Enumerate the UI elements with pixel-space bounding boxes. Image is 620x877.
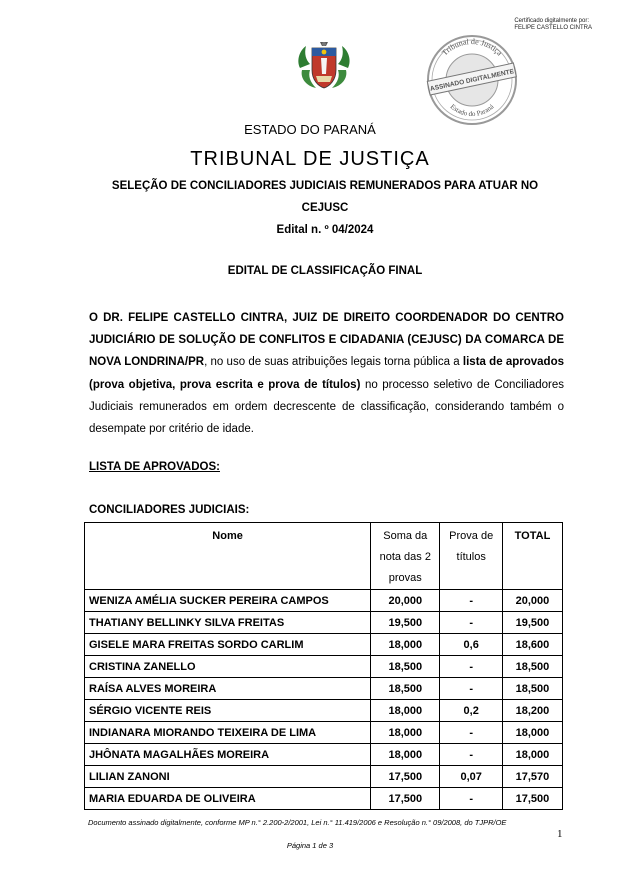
- table-row: [85, 656, 563, 678]
- selection-title-line-2: CEJUSC: [301, 202, 349, 214]
- table-row: [85, 590, 563, 612]
- cell-nome: RAÍSA ALVES MOREIRA: [85, 678, 371, 700]
- cell-total: 19,500: [502, 612, 562, 634]
- seal-ring-top: Tribunal de Justiça: [440, 36, 504, 58]
- cell-nome: JHÔNATA MAGALHÃES MOREIRA: [85, 744, 371, 766]
- table-row: [85, 744, 563, 766]
- edital-number: Edital n. º 04/2024: [276, 224, 374, 236]
- classification-title: EDITAL DE CLASSIFICAÇÃO FINAL: [227, 265, 423, 277]
- table-row: [85, 766, 563, 788]
- cell-soma: 18,000: [371, 744, 440, 766]
- cell-total: 18,500: [502, 678, 562, 700]
- cell-total: 18,000: [502, 744, 562, 766]
- cell-total: 17,570: [502, 766, 562, 788]
- cell-total: 17,500: [502, 788, 562, 810]
- cell-total: 18,000: [502, 722, 562, 744]
- cell-nome: CRISTINA ZANELLO: [85, 656, 371, 678]
- table-row: [85, 612, 563, 634]
- intro-bold-list: lista de aprovados (prova objetiva, prova escrita e prova de títulos): [89, 356, 564, 391]
- cell-prova: 0,07: [440, 766, 502, 788]
- cell-soma: 20,000: [371, 590, 440, 612]
- cell-soma: 18,500: [371, 678, 440, 700]
- state-name: ESTADO DO PARANÁ: [244, 122, 376, 137]
- court-name: TRIBUNAL DE JUSTIÇA: [190, 148, 430, 170]
- header-nome: Nome: [85, 523, 371, 590]
- intro-paragraph: [89, 307, 564, 440]
- cell-prova: -: [440, 678, 502, 700]
- cell-prova: -: [440, 590, 502, 612]
- cell-prova: 0,6: [440, 634, 502, 656]
- cell-total: 18,200: [502, 700, 562, 722]
- table-body: [85, 590, 563, 810]
- cell-nome: INDIANARA MIORANDO TEIXEIRA DE LIMA: [85, 722, 371, 744]
- header-soma: Soma da nota das 2 provas: [371, 523, 440, 590]
- cell-nome: SÉRGIO VICENTE REIS: [85, 700, 371, 722]
- table-row: [85, 700, 563, 722]
- cell-nome: WENIZA AMÉLIA SUCKER PEREIRA CAMPOS: [85, 590, 371, 612]
- cell-nome: MARIA EDUARDA DE OLIVEIRA: [85, 788, 371, 810]
- intro-bold-judge: O DR. FELIPE CASTELLO CINTRA, JUIZ DE DIREITO COORDENADOR DO CENTRO JUDICIÁRIO DE SOLUÇÃO DE CONFLITOS E CIDADANIA (CEJUSC) DA COMARCA DE NOVA LONDRINA/PR: [89, 312, 564, 369]
- cell-soma: 19,500: [371, 612, 440, 634]
- cell-total: 18,500: [502, 656, 562, 678]
- table-row: [85, 722, 563, 744]
- selection-title-line-1: SELEÇÃO DE CONCILIADORES JUDICIAIS REMUNERADOS PARA ATUAR NO: [111, 180, 539, 192]
- cell-nome: GISELE MARA FREITAS SORDO CARLIM: [85, 634, 371, 656]
- table-row: [85, 788, 563, 810]
- cell-nome: LILIAN ZANONI: [85, 766, 371, 788]
- cell-soma: 18,000: [371, 722, 440, 744]
- certificate-line-1: Certificado digitalmente por:: [514, 18, 590, 24]
- parana-coat-of-arms-icon: [294, 40, 354, 92]
- cell-prova: -: [440, 612, 502, 634]
- cell-prova: 0,2: [440, 700, 502, 722]
- table-row: [85, 678, 563, 700]
- certificate-signer: FELIPE CASTELLO CINTRA: [514, 25, 592, 31]
- intro-text-1: , no uso de suas atribuições legais torna pública a: [204, 356, 463, 369]
- seal-band: ASSINADO DIGITALMENTE: [429, 68, 515, 93]
- page-number: 1: [557, 828, 563, 840]
- cell-total: 20,000: [502, 590, 562, 612]
- cell-prova: -: [440, 788, 502, 810]
- conciliators-heading: CONCILIADORES JUDICIAIS:: [89, 504, 250, 516]
- cell-soma: 18,000: [371, 700, 440, 722]
- intro-text-2: no processo seletivo de Conciliadores Judiciais remunerados em ordem decrescente de classificação, considerando também o desempate por critério de idade.: [89, 378, 564, 436]
- seal-ring-bottom: Estado do Paraná: [448, 102, 496, 119]
- cell-prova: -: [440, 656, 502, 678]
- cell-total: 18,600: [502, 634, 562, 656]
- cell-soma: 18,000: [371, 634, 440, 656]
- cell-nome: THATIANY BELLINKY SILVA FREITAS: [85, 612, 371, 634]
- cell-prova: -: [440, 744, 502, 766]
- approved-list-heading: LISTA DE APROVADOS:: [89, 461, 220, 473]
- cell-soma: 17,500: [371, 788, 440, 810]
- page-indicator: Página 1 de 3: [286, 841, 334, 850]
- footer-disclaimer: Documento assinado digitalmente, conforme MP n.° 2.200-2/2001, Lei n.° 11.419/2006 e Resolução n.° 09/2008, do TJPR/OE: [88, 818, 507, 827]
- cell-prova: -: [440, 722, 502, 744]
- table-row: [85, 634, 563, 656]
- cell-soma: 18,500: [371, 656, 440, 678]
- digital-signature-seal-icon: [418, 26, 526, 134]
- header-total: TOTAL: [502, 523, 562, 590]
- results-table: [84, 522, 563, 810]
- table-header-row: [85, 523, 563, 590]
- header-prova: Prova de títulos: [440, 523, 502, 590]
- cell-soma: 17,500: [371, 766, 440, 788]
